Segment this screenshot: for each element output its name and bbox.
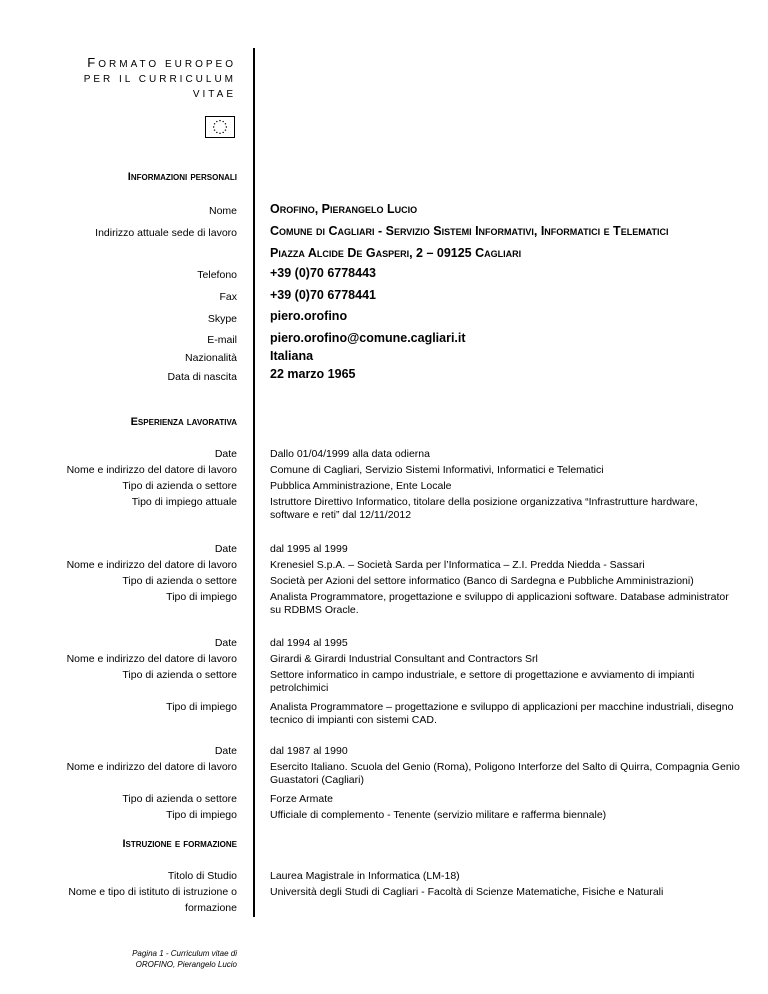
label-istituto-2: formazione bbox=[185, 902, 237, 914]
cv-title-line3: VITAE bbox=[192, 89, 236, 100]
experience-2-sector: Società per Azioni del settore informatico (Banco di Sardegna e Pubbliche Amministrazioni) bbox=[270, 575, 694, 587]
section-title-education: Istruzione e formazione bbox=[122, 838, 237, 850]
experience-4-employer: Esercito Italiano. Scuola del Genio (Roma), Poligono Interforze del Salto di Quirra, Compagnia Genio Guastatori (Cagliari) bbox=[270, 761, 740, 786]
label-indirizzo: Indirizzo attuale sede di lavoro bbox=[95, 227, 237, 239]
label-telefono: Telefono bbox=[197, 269, 237, 281]
label-email: E-mail bbox=[207, 334, 237, 346]
label-sector: Tipo di azienda o settore bbox=[122, 793, 237, 805]
label-nome: Nome bbox=[208, 205, 237, 217]
experience-3-employer: Girardi & Girardi Industrial Consultant and Contractors Srl bbox=[270, 653, 538, 665]
value-fax: +39 (0)70 6778441 bbox=[270, 288, 376, 302]
experience-1-date: Dallo 01/04/1999 alla data odierna bbox=[270, 448, 430, 460]
label-job: Tipo di impiego bbox=[166, 809, 237, 821]
label-sector: Tipo di azienda o settore bbox=[122, 669, 237, 681]
experience-3-job: Analista Programmatore – progettazione e sviluppo di applicazioni per macchine industriali, disegno tecnico di impianti con sistemi CAD. bbox=[270, 701, 734, 726]
label-data-nascita: Data di nascita bbox=[167, 371, 237, 383]
label-employer: Nome e indirizzo del datore di lavoro bbox=[66, 653, 237, 665]
label-job: Tipo di impiego bbox=[166, 591, 237, 603]
education-title-value: Laurea Magistrale in Informatica (LM-18) bbox=[270, 870, 460, 882]
label-job: Tipo di impiego bbox=[166, 701, 237, 713]
experience-1-employer: Comune di Cagliari, Servizio Sistemi Informativi, Informatici e Telematici bbox=[270, 464, 604, 476]
vertical-divider bbox=[253, 48, 255, 917]
label-employer: Nome e indirizzo del datore di lavoro bbox=[66, 761, 237, 773]
cv-title-line1: FORMATO EUROPEO bbox=[87, 55, 236, 70]
cv-title bbox=[70, 55, 236, 102]
label-sector: Tipo di azienda o settore bbox=[122, 575, 237, 587]
section-title-experience: Esperienza lavorativa bbox=[130, 416, 237, 428]
section-title-personal: Informazioni personali bbox=[127, 171, 237, 183]
experience-2-date: dal 1995 al 1999 bbox=[270, 543, 348, 555]
cv-title-line2: PER IL CURRICULUM bbox=[83, 74, 236, 85]
value-nazionalita: Italiana bbox=[270, 349, 314, 363]
label-skype: Skype bbox=[207, 313, 237, 325]
footer-line2: OROFINO, Pierangelo Lucio bbox=[135, 960, 237, 969]
value-telefono: +39 (0)70 6778443 bbox=[270, 266, 376, 280]
label-nazionalita: Nazionalità bbox=[185, 352, 237, 364]
experience-4-date: dal 1987 al 1990 bbox=[270, 745, 348, 757]
experience-1-job: Istruttore Direttivo Informatico, titolare della posizione organizzativa “Infrastrutture hardware, software e reti” dal 12/11/2012 bbox=[270, 496, 698, 521]
label-date: Date bbox=[214, 637, 237, 649]
education-institute-value: Università degli Studi di Cagliari - Facoltà di Scienze Matematiche, Fisiche e Naturali bbox=[270, 886, 664, 898]
label-job: Tipo di impiego attuale bbox=[131, 496, 237, 508]
footer-line1: Pagina 1 - Curriculum vitae di bbox=[132, 949, 237, 958]
label-date: Date bbox=[214, 543, 237, 555]
value-indirizzo-2: Piazza Alcide De Gasperi, 2 – 09125 Cagliari bbox=[270, 246, 522, 260]
label-employer: Nome e indirizzo del datore di lavoro bbox=[66, 559, 237, 571]
label-date: Date bbox=[214, 448, 237, 460]
value-data-nascita: 22 marzo 1965 bbox=[270, 367, 356, 381]
experience-3-date: dal 1994 al 1995 bbox=[270, 637, 348, 649]
experience-4-job: Ufficiale di complemento - Tenente (servizio militare e rafferma biennale) bbox=[270, 809, 607, 821]
experience-4-sector: Forze Armate bbox=[270, 793, 334, 805]
value-skype: piero.orofino bbox=[270, 309, 348, 323]
label-sector: Tipo di azienda o settore bbox=[122, 480, 237, 492]
value-indirizzo-1: Comune di Cagliari - Servizio Sistemi Informativi, Informatici e Telematici bbox=[270, 224, 669, 238]
label-date: Date bbox=[214, 745, 237, 757]
label-titolo-studio: Titolo di Studio bbox=[167, 870, 237, 882]
page-footer bbox=[132, 948, 237, 970]
label-istituto-1: Nome e tipo di istituto di istruzione o bbox=[68, 886, 237, 898]
value-email: piero.orofino@comune.cagliari.it bbox=[270, 331, 466, 345]
label-employer: Nome e indirizzo del datore di lavoro bbox=[66, 464, 237, 476]
experience-3-sector: Settore informatico in campo industriale, e settore di progettazione e avviamento di impianti petrolchimici bbox=[270, 669, 695, 694]
value-nome: Orofino, Pierangelo Lucio bbox=[270, 202, 418, 216]
experience-2-employer: Krenesiel S.p.A. – Società Sarda per l’Informatica – Z.I. Predda Niedda - Sassari bbox=[270, 559, 645, 571]
experience-1-sector: Pubblica Amministrazione, Ente Locale bbox=[270, 480, 452, 492]
label-fax: Fax bbox=[219, 291, 237, 303]
eu-flag-icon bbox=[205, 116, 235, 138]
experience-2-job: Analista Programmatore, progettazione e sviluppo di applicazioni software. Database administrator su RDBMS Oracle. bbox=[270, 591, 729, 616]
